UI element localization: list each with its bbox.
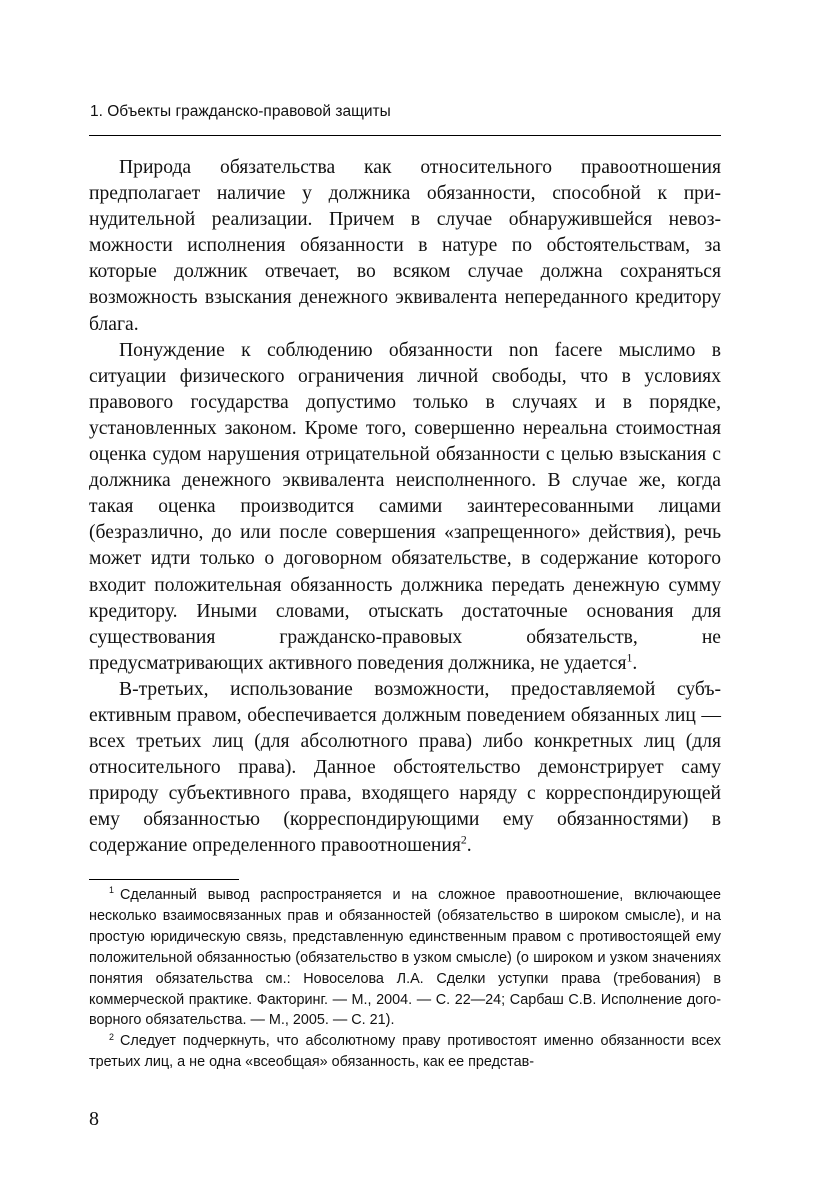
footnote-mark: 2 <box>109 1031 114 1042</box>
footnote-text: Сделанный вывод распространяется и на сложное правоотношение, включающее несколько взаимосвязанных прав и обязанностей (обязательство в широком смысле), и на простую юридическую связь, представленную единственным правом с противостоящей ему положительной обязанностью (обязательство в узком смысле) (о широком и узком значениях понятия обязательства см.: Новоселова Л.А. Сделки уступки права (требования) в коммерческой практике. Факторинг. — М., 2004. — С. 22—24; Сарбаш С.В. Исполнение договорного обязательства. — М., 2005. — С. 21). <box>89 887 721 1029</box>
paragraph-text: В-третьих, использование возможности, предоставляемой субъективным правом, обеспечивается должным поведением обязанных лиц — всех третьих лиц (для абсолютного права) либо конкретных лиц (для относительного права). Данное обстоятельство демонстрирует саму природу субъективного права, входящего наряду с корреспондирующей ему обязанностью (корреспондирующими ему обязанностями) в содержание определенного правоотношения <box>89 678 721 857</box>
footnote-mark: 1 <box>109 885 114 896</box>
footnote-rule <box>89 879 239 880</box>
paragraph <box>89 338 721 677</box>
paragraph-tail: . <box>632 652 638 674</box>
paragraph <box>89 677 721 860</box>
footnote <box>89 885 721 1031</box>
footnote <box>89 1031 721 1073</box>
paragraph <box>89 155 721 338</box>
running-head: 1. Объекты гражданско-правовой защиты <box>90 103 391 120</box>
paragraph-tail: . <box>466 835 472 857</box>
footnote-text: Следует подчеркнуть, что абсолютному праву противостоят именно обязанности всех третьих лиц, а не одна «всеобщая» обязанность, как ее представ- <box>89 1033 721 1071</box>
main-text <box>89 155 721 860</box>
header-rule <box>89 135 721 136</box>
footnotes <box>89 885 721 1073</box>
page-number: 8 <box>89 1108 99 1130</box>
paragraph-text: Природа обязательства как относительного правоотношения предполагает наличие у должника обязанности, способной к принудительной реализации. Причем в случае обнаружившейся невозможности исполнения обязанности в натуре по обстоятельствам, за которые должник отвечает, во всяком случае должна сохраняться возможность взыскания денежного эквивалента непереданного кредитору блага. <box>89 157 721 335</box>
footnote-ref[interactable]: 2 <box>460 833 467 847</box>
footnote-ref[interactable]: 1 <box>626 651 633 665</box>
paragraph-text: Понуждение к соблюдению обязанности non facere мыслимо в ситуации физического ограничения личной свободы, что в условиях правового государства допустимо только в случаях и в порядке, установленных законом. Кроме того, совершенно нереальна стоимостная оценка судом нарушения отрицательной обязанности с целью взыскания с должника денежного эквивалента неисполненного. В случае же, когда такая оценка производится самими заинтересованными лицами (безразлично, до или после совершения «запрещенного» действия), речь может идти только о договорном обязательстве, в содержание которого входит положительная обязанность должника передать денежную сумму кредитору. Иными словами, отыскать достаточные основания для существования гражданско-правовых обязательств, не предусматривающих активного поведения должника, не удается <box>89 339 721 674</box>
